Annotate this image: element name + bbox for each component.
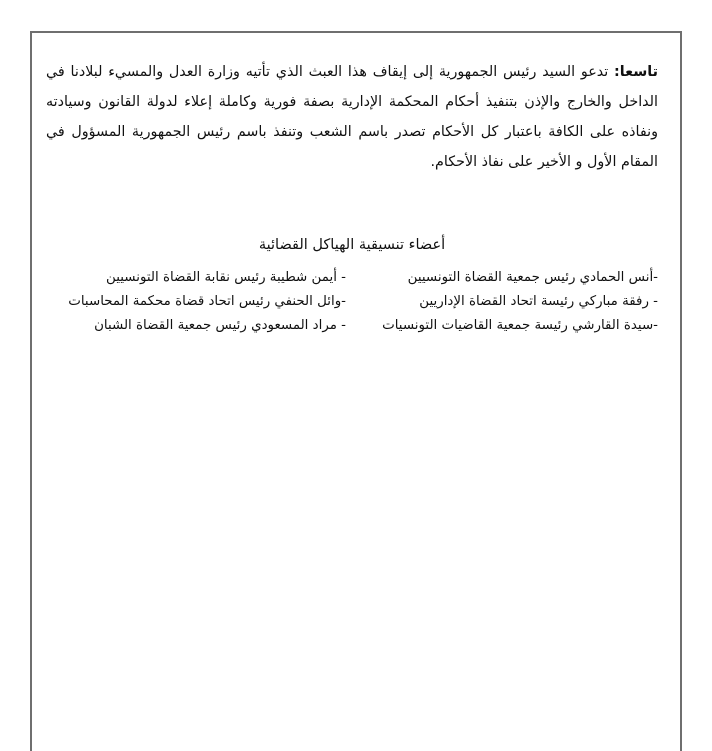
document-page: [30, 31, 682, 751]
signatory-4: -وائل الحنفي رئيس اتحاد قضاة محكمة المحاسبات: [68, 294, 346, 309]
signatory-6: - مراد المسعودي رئيس جمعية القضاة الشبان: [94, 318, 346, 333]
signatures-block: [46, 237, 658, 337]
statement-paragraph: [46, 57, 658, 177]
signatory-1: -أنس الحمادي رئيس جمعية القضاة التونسيين: [407, 270, 658, 285]
signatory-2: - أيمن شطيبة رئيس نقابة القضاة التونسيين: [106, 270, 346, 285]
statement-text: تدعو السيد رئيس الجمهورية إلى إيقاف هذا العبث الذي تأتيه وزارة العدل والمسيء لبلادنا في الداخل والخارج والإذن بتنفيذ أحكام المحكمة الإدارية بصفة فورية وكاملة إعلاء لدولة القانون وسيادته ونفاذه على الكافة باعتبار كل الأحكام تصدر باسم الشعب وتنفذ باسم رئيس الجمهورية المسؤول في المقام الأول و الأخير على نفاذ الأحكام.: [46, 64, 658, 170]
signatures-list: [46, 267, 658, 337]
statement-lead: تاسعا:: [614, 64, 658, 80]
signatory-5: -سيدة القارشي رئيسة جمعية القاضيات التونسيات: [382, 318, 658, 333]
signatory-3: - رفقة مباركي رئيسة اتحاد القضاة الإداريين: [419, 294, 658, 309]
signatures-title: أعضاء تنسيقية الهياكل القضائية: [258, 237, 446, 253]
